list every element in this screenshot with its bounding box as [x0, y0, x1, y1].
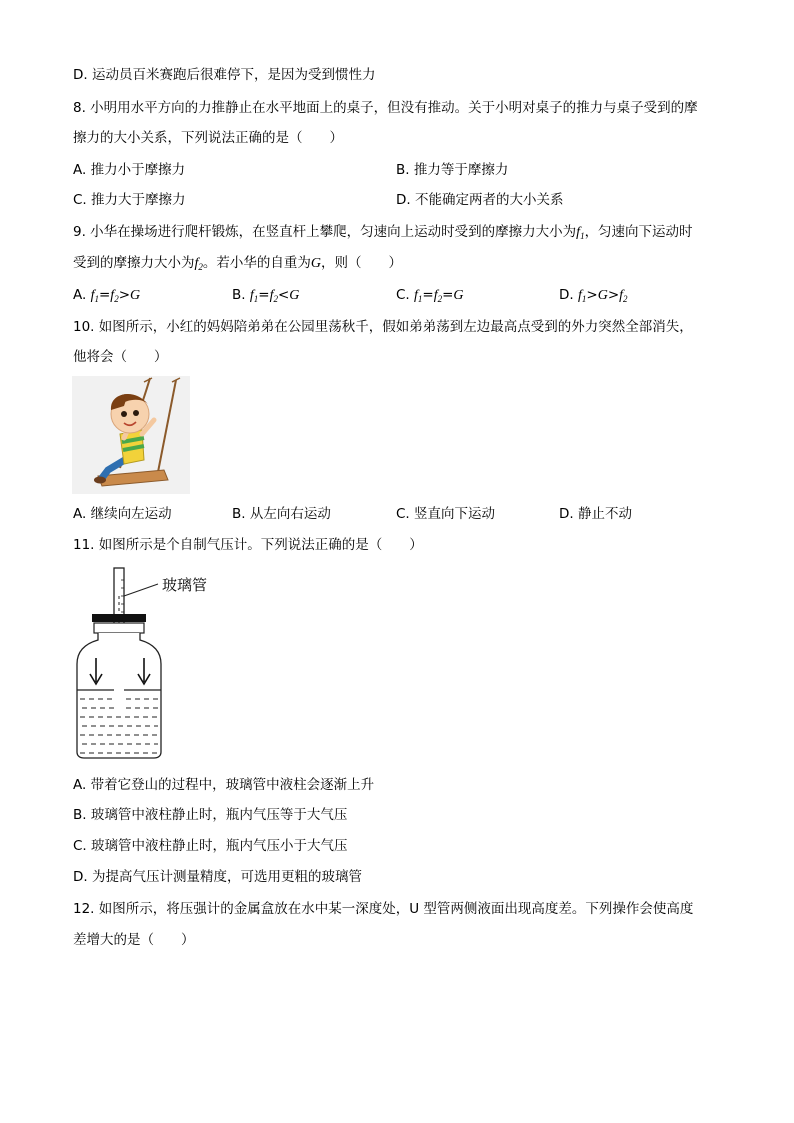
q10-stem-line2: 他将会（ ）	[73, 349, 168, 365]
q10-option-d: D. 静止不动	[559, 506, 632, 522]
swing-boy-illustration	[72, 376, 190, 494]
q9-option-d: D. $f_1>G>f_2$	[559, 287, 628, 304]
q8-option-d: D. 不能确定两者的大小关系	[396, 192, 564, 208]
q9-option-a: A. $f_1=f_2>G$	[73, 287, 141, 304]
q9-stem-line1	[73, 223, 693, 242]
q10-option-c: C. 竖直向下运动	[396, 506, 496, 522]
q9-f1: $f_1$	[576, 225, 585, 241]
q10-stem-line1: 10. 如图所示，小红的妈妈陪弟弟在公园里荡秋千，假如弟弟荡到左边最高点受到的外力突然全部消失，	[73, 319, 693, 335]
glass-tube-label: 玻璃管	[162, 576, 208, 594]
q9-G: G	[310, 256, 322, 271]
q8-option-b: B. 推力等于摩擦力	[396, 162, 509, 178]
q12-stem-line2: 差增大的是（ ）	[73, 932, 195, 948]
q9-option-b: B. $f_1=f_2<G$	[232, 287, 300, 304]
q9-text-2b: 。若小华的自重为	[202, 255, 311, 271]
q11-option-c: C. 玻璃管中液柱静止时，瓶内气压小于大气压	[73, 838, 348, 854]
q8-stem-line2: 擦力的大小关系，下列说法正确的是（ ）	[73, 130, 343, 146]
q11-option-b: B. 玻璃管中液柱静止时，瓶内气压等于大气压	[73, 807, 348, 823]
q12-stem-line1: 12. 如图所示，将压强计的金属盒放在水中某一深度处，U 型管两侧液面出现高度差。下列操作会使高度	[73, 901, 694, 917]
q9-text-2c: ，则（ ）	[321, 255, 403, 271]
q8-stem-line1: 8. 小明用水平方向的力推静止在水平地面上的桌子，但没有推动。关于小明对桌子的推力与桌子受到的摩	[73, 100, 698, 116]
q10-option-a: A. 继续向左运动	[73, 506, 172, 522]
q7-option-d: D. 运动员百米赛跑后很难停下，是因为受到惯性力	[73, 67, 376, 83]
q9-stem-line2	[73, 254, 402, 273]
q8-option-a: A. 推力小于摩擦力	[73, 162, 186, 178]
q11-stem: 11. 如图所示是个自制气压计。下列说法正确的是（ ）	[73, 537, 423, 553]
q8-option-c: C. 推力大于摩擦力	[73, 192, 186, 208]
q11-option-d: D. 为提高气压计测量精度，可选用更粗的玻璃管	[73, 869, 362, 885]
q11-option-a: A. 带着它登山的过程中，玻璃管中液柱会逐渐上升	[73, 777, 375, 793]
q9-f2: $f_2$	[194, 256, 203, 272]
q9-text-1a: 9. 小华在操场进行爬杆锻炼，在竖直杆上攀爬，匀速向上运动时受到的摩擦力大小为	[73, 224, 577, 240]
q9-option-c: C. $f_1=f_2=G$	[396, 287, 464, 304]
q9-text-2a: 受到的摩擦力大小为	[73, 255, 195, 271]
q9-text-1b: ，匀速向下运动时	[584, 224, 693, 240]
q10-option-b: B. 从左向右运动	[232, 506, 331, 522]
barometer-figure	[70, 566, 230, 764]
